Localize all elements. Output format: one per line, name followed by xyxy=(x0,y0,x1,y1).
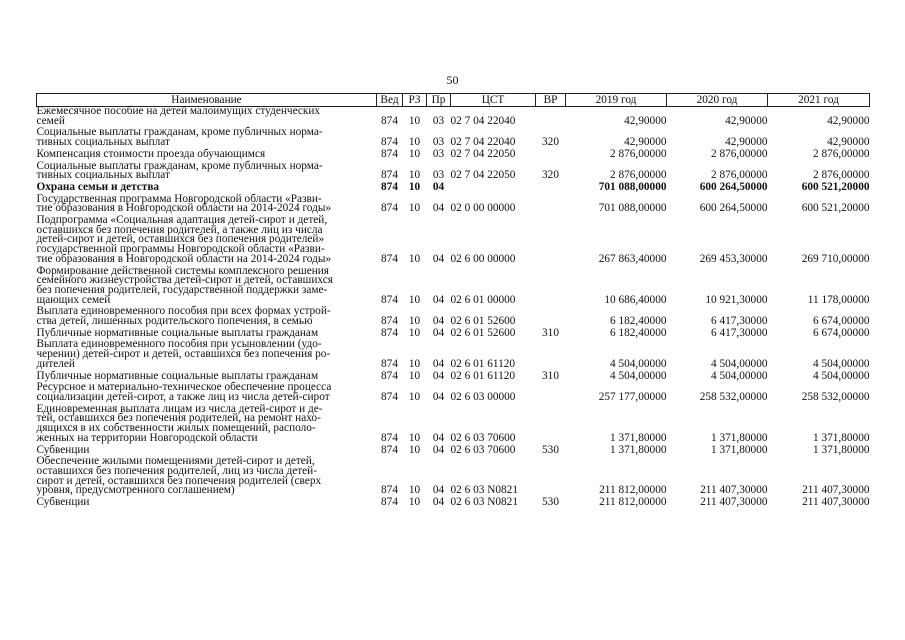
row-amount-2020: 269 453,30000 xyxy=(699,252,768,265)
row-pr: 04 xyxy=(432,369,445,382)
row-amount-2020: 42,90000 xyxy=(725,136,768,149)
row-pr: 04 xyxy=(432,484,445,497)
row-name-line: Подпрограмма «Социальная адаптация детей-сирот и детей, xyxy=(36,214,328,227)
row-name-line: Социальные выплаты гражданам, кроме публичных норма- xyxy=(36,126,323,139)
row-name-line: тивных социальных выплат xyxy=(36,169,170,182)
header-ved: Вед xyxy=(377,94,403,107)
row-name-line: Выплата единовременного пособия при усыновлении (удо- xyxy=(36,338,322,351)
row-rz: 10 xyxy=(408,147,421,160)
table-row xyxy=(37,496,870,508)
header-2020: 2020 год xyxy=(667,94,768,107)
row-pr: 03 xyxy=(432,147,445,160)
row-amount-2019: 1 371,80000 xyxy=(610,431,667,444)
row-cst: 02 7 04 22050 xyxy=(450,147,516,160)
row-name xyxy=(37,327,377,339)
row-ved: 874 xyxy=(381,180,398,193)
row-amount-2020: 1 371,80000 xyxy=(711,443,768,456)
budget-table xyxy=(36,93,870,508)
row-amount-2020: 4 504,00000 xyxy=(711,369,768,382)
row-name-line: Публичные нормативные социальные выплаты гражданам xyxy=(36,369,319,382)
row-amount-2020: 600 264,50000 xyxy=(699,180,768,193)
row-amount-2021: 4 504,00000 xyxy=(813,357,870,370)
row-pr: 04 xyxy=(432,431,445,444)
header-cst: ЦСТ xyxy=(451,94,536,107)
row-pr: 04 xyxy=(432,202,445,215)
table-row xyxy=(37,126,870,147)
row-name-line: оставшихся без попечения родителей, а также лиц из числа xyxy=(36,223,323,236)
row-vr: 320 xyxy=(542,136,559,149)
row-name xyxy=(37,370,377,382)
row-amount-2021: 6 674,00000 xyxy=(813,326,870,339)
row-rz: 10 xyxy=(408,169,421,182)
row-name xyxy=(37,148,377,160)
row-ved: 874 xyxy=(381,484,398,497)
row-cst: 02 6 03 N0821 xyxy=(450,484,518,497)
table-row xyxy=(37,370,870,382)
table-row xyxy=(37,403,870,444)
row-amount-2020: 4 504,00000 xyxy=(711,357,768,370)
row-vr xyxy=(536,193,566,214)
header-vr: ВР xyxy=(536,94,566,107)
row-name-line: тие образования в Новгородской области на 2014-2024 годы» xyxy=(36,252,332,265)
table-row xyxy=(37,327,870,339)
row-pr: 04 xyxy=(432,326,445,339)
row-name-line: Единовременная выплата лицам из числа детей-сирот и де- xyxy=(36,402,323,415)
table-row xyxy=(37,455,870,496)
row-amount-2020: 10 921,30000 xyxy=(705,293,768,306)
row-ved: 874 xyxy=(381,326,398,339)
row-cst: 02 7 04 22050 xyxy=(450,169,516,182)
row-amount-2021: 4 504,00000 xyxy=(813,369,870,382)
row-cst: 02 6 01 52600 xyxy=(450,326,516,339)
row-rz: 10 xyxy=(408,443,421,456)
row-name-line: оставшихся без попечения родителей, лиц из числа детей- xyxy=(36,464,317,477)
row-ved: 874 xyxy=(381,293,398,306)
row-cst: 02 6 03 N0821 xyxy=(450,496,518,509)
row-name-line: Субвенции xyxy=(36,496,90,509)
row-rz: 10 xyxy=(408,315,421,328)
header-2019: 2019 год xyxy=(566,94,667,107)
row-amount-2021: 6 674,00000 xyxy=(813,315,870,328)
row-name xyxy=(37,193,377,214)
row-pr: 04 xyxy=(432,180,445,193)
row-name-line: дящихся в их собственности жилых помещений, располо- xyxy=(36,422,316,435)
table-row-section xyxy=(37,181,870,193)
row-amount-2021: 211 407,30000 xyxy=(802,484,870,497)
row-amount-2019: 42,90000 xyxy=(624,114,667,127)
row-ved: 874 xyxy=(381,369,398,382)
row-amount-2021: 1 371,80000 xyxy=(813,443,870,456)
table-row xyxy=(37,381,870,402)
row-name-line: Публичные нормативные социальные выплаты гражданам xyxy=(36,326,319,339)
row-name-line: детей-сирот и детей, оставшихся без попечения родителей» xyxy=(36,233,325,246)
row-amount-2020: 6 417,30000 xyxy=(711,315,768,328)
row-pr: 03 xyxy=(432,114,445,127)
row-amount-2021: 1 371,80000 xyxy=(813,431,870,444)
row-vr xyxy=(536,338,566,369)
row-ved: 874 xyxy=(381,169,398,182)
row-amount-2019: 2 876,00000 xyxy=(610,169,667,182)
table-row xyxy=(37,265,870,306)
row-amount-2020: 2 876,00000 xyxy=(711,147,768,160)
row-name-line: Выплата единовременного пособия при всех формах устрой- xyxy=(36,305,331,318)
row-vr: 530 xyxy=(542,443,559,456)
row-amount-2020: 258 532,00000 xyxy=(699,390,768,403)
row-amount-2020: 600 264,50000 xyxy=(699,202,768,215)
table-body xyxy=(37,107,870,508)
row-rz: 10 xyxy=(408,369,421,382)
row-cst: 02 6 03 00000 xyxy=(450,390,516,403)
row-pr: 03 xyxy=(432,136,445,149)
row-amount-2020: 6 417,30000 xyxy=(711,326,768,339)
row-cst: 02 6 01 61120 xyxy=(450,369,516,382)
row-name-line: тивных социальных выплат xyxy=(36,136,170,149)
row-pr: 04 xyxy=(432,496,445,509)
row-name-line: щающих семей xyxy=(36,293,111,306)
table-row xyxy=(37,305,870,326)
row-ved: 874 xyxy=(381,390,398,403)
row-amount-2019: 4 504,00000 xyxy=(610,357,667,370)
row-amount-2019: 257 177,00000 xyxy=(598,390,667,403)
row-name-line: Охрана семьи и детства xyxy=(36,180,160,193)
row-ved: 874 xyxy=(381,496,398,509)
row-cst: 02 6 01 00000 xyxy=(450,293,516,306)
row-name xyxy=(37,496,377,508)
row-vr: 530 xyxy=(542,496,559,509)
header-name: Наименование xyxy=(37,94,377,107)
row-cst: 02 7 04 22040 xyxy=(450,136,516,149)
row-name-line: Формирование действенной системы комплексного решения xyxy=(36,264,330,277)
row-ved: 874 xyxy=(381,315,398,328)
row-name-line: тей, оставшихся без попечения родителей, на ремонт нахо- xyxy=(36,412,321,425)
row-name xyxy=(37,181,377,193)
row-amount-2019: 10 686,40000 xyxy=(604,293,667,306)
row-rz: 10 xyxy=(408,390,421,403)
row-rz: 10 xyxy=(408,293,421,306)
row-vr: 310 xyxy=(542,326,559,339)
row-cst: 02 6 03 70600 xyxy=(450,443,516,456)
row-ved: 874 xyxy=(381,147,398,160)
row-amount-2021: 269 710,00000 xyxy=(801,252,870,265)
row-ved: 874 xyxy=(381,431,398,444)
row-amount-2021: 600 521,20000 xyxy=(801,180,870,193)
row-pr: 04 xyxy=(432,315,445,328)
row-name xyxy=(37,444,377,456)
row-vr xyxy=(536,403,566,444)
row-cst: 02 6 01 52600 xyxy=(450,315,516,328)
table-row xyxy=(37,193,870,214)
row-name-line: государственной программы Новгородской области «Разви- xyxy=(36,243,325,256)
row-vr: 310 xyxy=(542,369,559,382)
row-ved: 874 xyxy=(381,114,398,127)
row-vr xyxy=(536,181,566,193)
row-name-line: ства детей, лишенных родительского попечения, в семью xyxy=(36,315,313,328)
row-vr: 320 xyxy=(542,169,559,182)
table-row xyxy=(37,444,870,456)
row-ved: 874 xyxy=(381,443,398,456)
row-name xyxy=(37,107,377,127)
row-amount-2021: 258 532,00000 xyxy=(801,390,870,403)
row-vr xyxy=(536,305,566,326)
row-name xyxy=(37,265,377,306)
table-row xyxy=(37,338,870,369)
row-name-line: Ежемесячное пособие на детей малоимущих студенческих xyxy=(36,105,321,117)
row-cst xyxy=(451,181,536,193)
row-amount-2019: 211 812,00000 xyxy=(599,484,667,497)
row-ved: 874 xyxy=(381,357,398,370)
row-name-line: без попечения родителей, государственной поддержки заме- xyxy=(36,283,328,296)
row-rz: 10 xyxy=(408,252,421,265)
row-amount-2021: 11 178,00000 xyxy=(807,293,870,306)
row-rz: 10 xyxy=(408,180,421,193)
row-pr: 04 xyxy=(432,293,445,306)
row-rz: 10 xyxy=(408,484,421,497)
row-amount-2020: 211 407,30000 xyxy=(700,484,768,497)
row-vr xyxy=(536,381,566,402)
row-amount-2021: 600 521,20000 xyxy=(801,202,870,215)
row-rz: 10 xyxy=(408,496,421,509)
row-name xyxy=(37,126,377,147)
row-cst: 02 6 03 70600 xyxy=(450,431,516,444)
row-pr: 04 xyxy=(432,390,445,403)
header-2021: 2021 год xyxy=(768,94,870,107)
row-amount-2019: 6 182,40000 xyxy=(610,315,667,328)
row-name-line: Субвенции xyxy=(36,443,90,456)
row-rz: 10 xyxy=(408,136,421,149)
row-pr: 04 xyxy=(432,252,445,265)
row-name xyxy=(37,214,377,265)
row-name-line: социализации детей-сирот, а также лиц из числа детей-сирот xyxy=(36,390,330,403)
row-name-line: Обеспечение жилыми помещениями детей-сирот и детей, xyxy=(36,455,315,468)
row-cst: 02 7 04 22040 xyxy=(450,114,516,127)
row-amount-2019: 1 371,80000 xyxy=(610,443,667,456)
row-cst: 02 6 00 00000 xyxy=(450,252,516,265)
row-amount-2021: 2 876,00000 xyxy=(813,169,870,182)
row-name-line: тие образования в Новгородской области на 2014-2024 годы» xyxy=(36,202,332,215)
table-row xyxy=(37,107,870,127)
row-name-line: дителей xyxy=(36,357,75,370)
row-rz: 10 xyxy=(408,202,421,215)
row-vr xyxy=(536,214,566,265)
row-pr: 04 xyxy=(432,443,445,456)
table-row xyxy=(37,214,870,265)
row-amount-2019: 267 863,40000 xyxy=(598,252,667,265)
row-name-line: семей xyxy=(36,114,65,127)
row-amount-2020: 1 371,80000 xyxy=(711,431,768,444)
row-name-line: Ресурсное и материально-техническое обеспечение процесса xyxy=(36,381,332,394)
row-name xyxy=(37,160,377,181)
row-amount-2021: 42,90000 xyxy=(827,114,870,127)
row-name xyxy=(37,381,377,402)
row-amount-2019: 701 088,00000 xyxy=(598,202,667,215)
row-ved: 874 xyxy=(381,252,398,265)
row-amount-2021: 42,90000 xyxy=(827,136,870,149)
row-rz: 10 xyxy=(408,114,421,127)
row-rz: 10 xyxy=(408,326,421,339)
row-amount-2019: 42,90000 xyxy=(624,136,667,149)
row-name xyxy=(37,455,377,496)
header-rz: РЗ xyxy=(403,94,427,107)
row-rz: 10 xyxy=(408,357,421,370)
row-name-line: Компенсация стоимости проезда обучающимся xyxy=(36,147,266,160)
row-ved: 874 xyxy=(381,202,398,215)
row-name-line: женных на территории Новгородской области xyxy=(36,431,258,444)
row-name-line: Социальные выплаты гражданам, кроме публичных норма- xyxy=(36,159,323,172)
row-vr xyxy=(536,148,566,160)
row-name-line: уровня, предусмотренного соглашением) xyxy=(36,484,235,497)
row-amount-2019: 211 812,00000 xyxy=(599,496,667,509)
row-ved: 874 xyxy=(381,136,398,149)
row-rz: 10 xyxy=(408,431,421,444)
row-name-line: семейного жизнеустройства детей-сирот и детей, оставшихся xyxy=(36,274,333,287)
row-vr xyxy=(536,265,566,306)
row-name xyxy=(37,305,377,326)
row-name-line: черении) детей-сирот и детей, оставшихся без попечения ро- xyxy=(36,348,331,361)
row-amount-2020: 211 407,30000 xyxy=(700,496,768,509)
table-row xyxy=(37,148,870,160)
page-number: 50 xyxy=(446,73,459,87)
row-pr: 04 xyxy=(432,357,445,370)
table-row xyxy=(37,160,870,181)
header-pr: Пр xyxy=(427,94,451,107)
row-vr xyxy=(536,455,566,496)
row-amount-2019: 2 876,00000 xyxy=(610,147,667,160)
row-vr xyxy=(536,107,566,127)
row-amount-2021: 211 407,30000 xyxy=(802,496,870,509)
row-amount-2019: 4 504,00000 xyxy=(610,369,667,382)
row-amount-2019: 701 088,00000 xyxy=(598,180,667,193)
row-amount-2020: 42,90000 xyxy=(725,114,768,127)
row-amount-2019: 6 182,40000 xyxy=(610,326,667,339)
row-cst: 02 0 00 00000 xyxy=(450,202,516,215)
row-name-line: сирот и детей, оставшихся без попечения родителей (сверх xyxy=(36,474,322,487)
row-name xyxy=(37,338,377,369)
row-amount-2021: 2 876,00000 xyxy=(813,147,870,160)
row-pr: 03 xyxy=(432,169,445,182)
row-name-line: Государственная программа Новгородской области «Разви- xyxy=(36,192,322,205)
row-name xyxy=(37,403,377,444)
row-cst: 02 6 01 61120 xyxy=(450,357,516,370)
row-amount-2020: 2 876,00000 xyxy=(711,169,768,182)
